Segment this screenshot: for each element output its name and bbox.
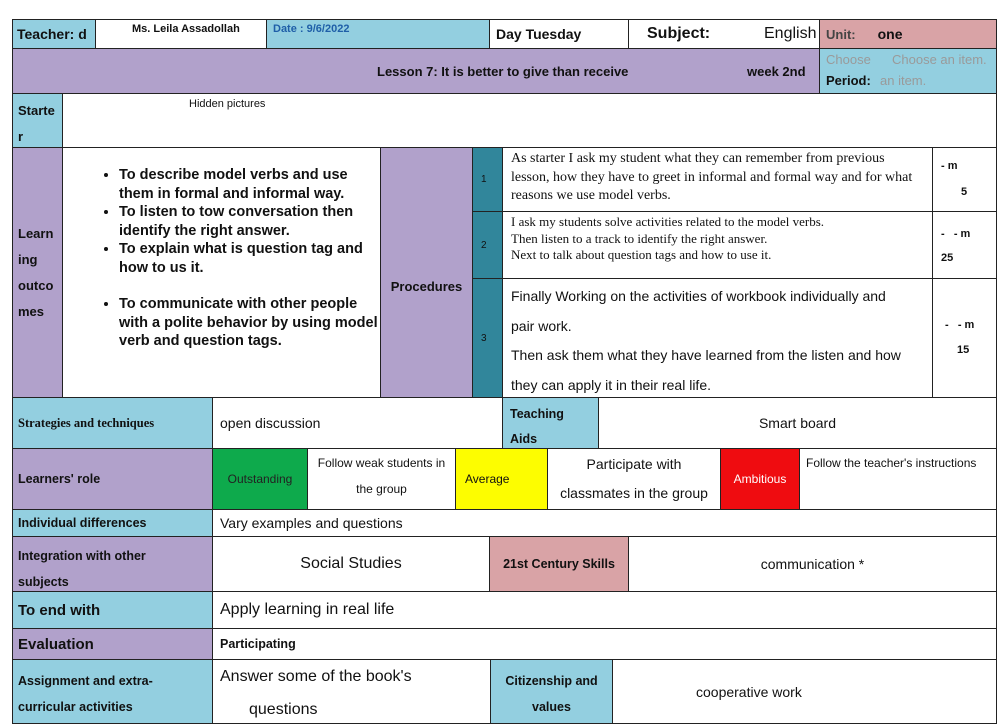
subject-label-cell [628,19,747,49]
teaching-aids-value-cell [598,397,997,449]
procedure-step-number: 3 [472,278,503,398]
evaluation-label: Evaluation [18,635,94,653]
teacher-label: Teacher: d [17,26,87,42]
to-end-with-label: To end with [18,601,101,619]
individual-differences-label: Individual differences [18,516,147,530]
individual-differences-label-cell [12,509,213,537]
outcomes-content-cell [62,147,381,398]
integration-label-1: Integration with other [18,549,146,563]
to-end-with-value-cell [212,591,997,629]
subject-label: Subject: [647,25,711,42]
century-skills-label: 21st Century Skills [503,557,615,571]
outcomes-list [63,166,380,351]
outcomes-label-1: Learn [18,226,54,241]
starter-label-1: Starte [18,103,55,118]
assignment-label-2: curricular activities [18,700,133,714]
day-label: Day Tuesday [496,26,582,42]
assignment-value-1: Answer some of the book's [220,668,412,685]
unit-label: Unit: [826,26,856,42]
century-skills-label-cell [489,536,629,592]
teaching-aids-value: Smart board [758,415,837,431]
procedure-step-time: - - m 15 [932,278,997,398]
teacher-label-cell [12,19,96,49]
period-dropdown[interactable]: an item. [880,73,927,88]
date-label: Date : 9/6/2022 [273,23,350,35]
assignment-value-2: questions [249,701,318,718]
outstanding-text-cell: Follow weak students in the group [307,448,456,510]
teacher-name-cell [95,19,267,49]
strategies-value: open discussion [220,415,321,431]
learners-role-label: Learners' role [18,472,101,486]
procedure-step-number: 1 [472,147,503,212]
outcomes-label-2: ing [18,252,38,267]
integration-value-cell [212,536,490,592]
subject-value: English [764,25,817,42]
integration-value: Social Studies [300,555,402,572]
starter-label-cell [12,93,63,148]
strategies-label-cell [12,397,213,449]
assignment-value-cell [212,659,491,724]
evaluation-value-cell [212,628,997,660]
teaching-aids-label-1: Teaching [510,407,564,421]
choose-dropdown-1[interactable]: Choose [826,52,871,67]
unit-value: one [877,26,903,42]
choose-dropdown-2[interactable]: Choose an item. [892,52,987,67]
date-cell [266,19,490,49]
strategies-value-cell [212,397,503,449]
procedure-step-number: 2 [472,211,503,279]
integration-label-2: subjects [18,575,69,589]
ambitious-badge: Ambitious [720,448,800,510]
outcomes-label-4: mes [18,304,45,319]
citizenship-label-cell [490,659,613,724]
century-skills-value: communication * [760,556,865,572]
procedure-step-text: Finally Working on the activities of workbook individually and pair work. Then ask them what they have learned from the listen and how they can apply it in their real life. [502,278,933,398]
individual-differences-value: Vary examples and questions [220,515,403,531]
century-skills-value-cell [628,536,997,592]
outcome-item: • To communicate with other people with a polite behavior by using model verb and question tags. [119,295,380,351]
unit-cell [819,19,997,49]
outcome-item: • To describe model verbs and use them in formal and informal way. [119,166,380,203]
teaching-aids-label-2: Aids [510,432,538,446]
to-end-with-value: Apply learning in real life [220,601,395,618]
starter-content: Hidden pictures [189,98,266,110]
outcomes-label-cell [12,147,63,398]
procedure-step-time: - - m 25 [932,211,997,279]
evaluation-label-cell [12,628,213,660]
outcome-item: • To explain what is question tag and how to us it. [119,240,380,277]
average-text-cell: Participate with classmates in the group [547,448,721,510]
procedure-step-text: As starter I ask my student what they can remember from previous lesson, how they have to greet in informal and formal way and for what reasons we use model verbs. [502,147,933,212]
lesson-week: week 2nd [747,64,806,79]
starter-label-2: r [18,129,24,144]
integration-label-cell [12,536,213,592]
teaching-aids-label-cell [502,397,599,449]
teacher-name: Ms. Leila Assadollah [132,23,240,35]
assignment-label-1: Assignment and extra- [18,674,153,688]
procedures-label: Procedures [390,279,463,294]
strategies-label: Strategies and techniques [18,415,155,430]
individual-differences-value-cell [212,509,997,537]
citizenship-label-2: values [532,700,571,714]
procedures-label-cell [380,147,473,398]
assignment-label-cell [12,659,213,724]
ambitious-text-cell: Follow the teacher's instructions [799,448,997,510]
evaluation-value: Participating [220,637,296,651]
lesson-title: Lesson 7: It is better to give than receive [377,64,629,79]
subject-value-cell [746,19,820,49]
learners-role-label-cell [12,448,213,510]
citizenship-label-1: Citizenship and [505,674,598,688]
citizenship-value-cell [612,659,997,724]
to-end-with-label-cell [12,591,213,629]
outcome-item: • To listen to tow conversation then identify the right answer. [119,203,380,240]
period-cell [819,48,997,94]
procedure-step-time: - m 5 [932,147,997,212]
day-cell [489,19,629,49]
lesson-row [12,48,820,94]
average-badge: Average [455,448,548,510]
starter-content-cell [62,93,997,148]
procedure-step-text: I ask my students solve activities related to the model verbs. Then listen to a track to identify the right answer. Next to talk about question tags and how to use it. [502,211,933,279]
citizenship-value: cooperative work [696,683,802,700]
outcomes-label-3: outco [18,278,54,293]
outstanding-badge: Outstanding [212,448,308,510]
period-label: Period: [826,73,871,88]
